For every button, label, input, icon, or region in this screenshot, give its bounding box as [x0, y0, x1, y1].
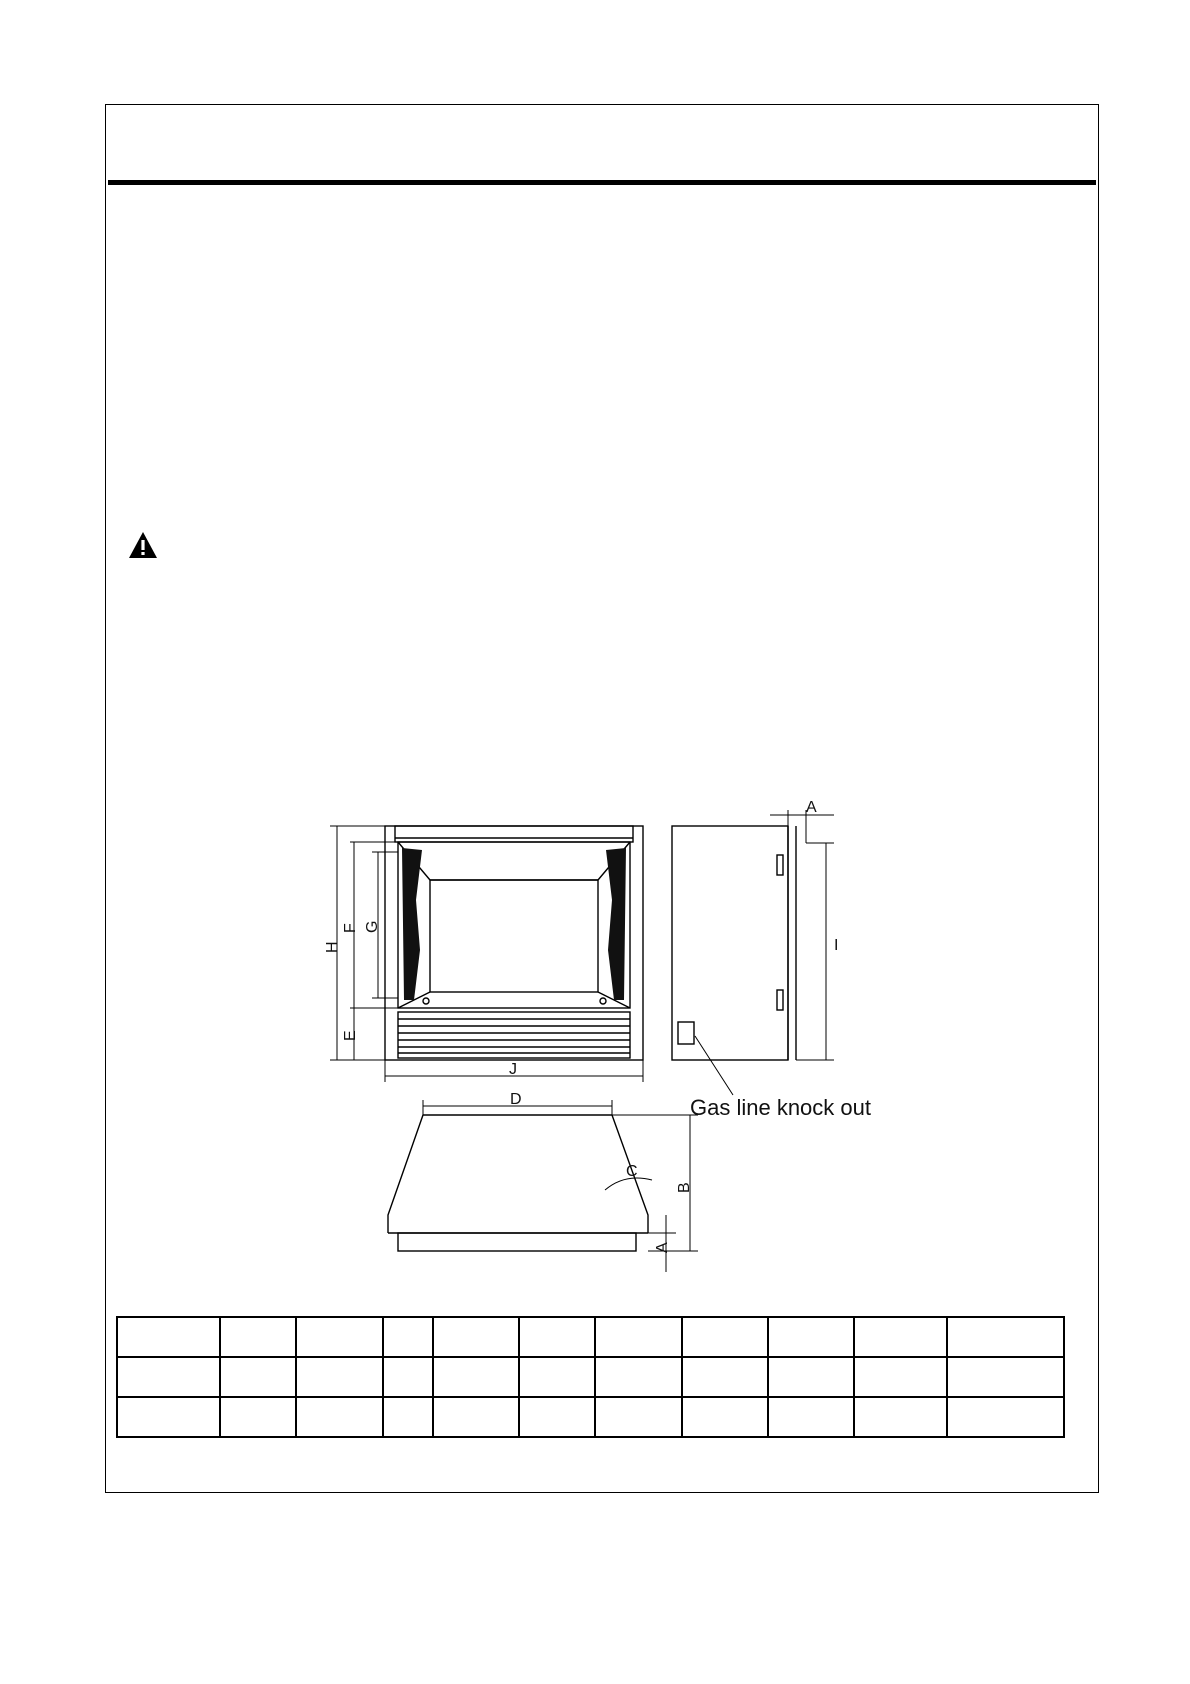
dim-label-a-top: A	[654, 1242, 671, 1253]
table-cell	[383, 1357, 433, 1397]
warning-icon	[128, 531, 158, 559]
gas-line-callout: Gas line knock out	[690, 1095, 871, 1120]
table-cell	[854, 1317, 947, 1357]
dim-label-c: C	[626, 1163, 638, 1180]
header-rule	[108, 180, 1096, 185]
dim-label-j: J	[509, 1061, 517, 1078]
table-cell	[296, 1397, 383, 1437]
table-cell	[296, 1357, 383, 1397]
table-cell	[220, 1357, 296, 1397]
dim-label-d: D	[510, 1091, 522, 1108]
dim-label-i: I	[834, 937, 839, 954]
dim-label-g: G	[364, 920, 381, 933]
table-row	[117, 1317, 1064, 1357]
dim-label-h: H	[324, 941, 341, 953]
table-cell	[947, 1397, 1064, 1437]
dim-label-e: E	[342, 1030, 359, 1041]
table-cell	[947, 1357, 1064, 1397]
table-cell	[595, 1317, 682, 1357]
table-cell	[768, 1397, 854, 1437]
table-cell	[595, 1357, 682, 1397]
table-cell	[854, 1397, 947, 1437]
table-cell	[220, 1397, 296, 1437]
table-cell	[296, 1317, 383, 1357]
table-cell	[768, 1317, 854, 1357]
dimension-table	[116, 1316, 1065, 1438]
table-cell	[117, 1317, 220, 1357]
dim-label-b: B	[676, 1182, 693, 1193]
table-cell	[117, 1397, 220, 1437]
table-row	[117, 1357, 1064, 1397]
table-cell	[519, 1397, 595, 1437]
table-cell	[433, 1357, 519, 1397]
dim-label-a-side: A	[806, 799, 817, 816]
table-cell	[768, 1357, 854, 1397]
table-cell	[383, 1317, 433, 1357]
table-cell	[519, 1357, 595, 1397]
table-cell	[682, 1397, 768, 1437]
table-row	[117, 1397, 1064, 1437]
page-frame	[105, 104, 1099, 1493]
table-cell	[519, 1317, 595, 1357]
table-cell	[854, 1357, 947, 1397]
table-cell	[595, 1397, 682, 1437]
table-cell	[383, 1397, 433, 1437]
table-cell	[682, 1357, 768, 1397]
table-cell	[947, 1317, 1064, 1357]
table-cell	[220, 1317, 296, 1357]
table-cell	[682, 1317, 768, 1357]
table-cell	[433, 1317, 519, 1357]
table-cell	[117, 1357, 220, 1397]
dim-label-f: F	[342, 923, 359, 933]
table-cell	[433, 1397, 519, 1437]
